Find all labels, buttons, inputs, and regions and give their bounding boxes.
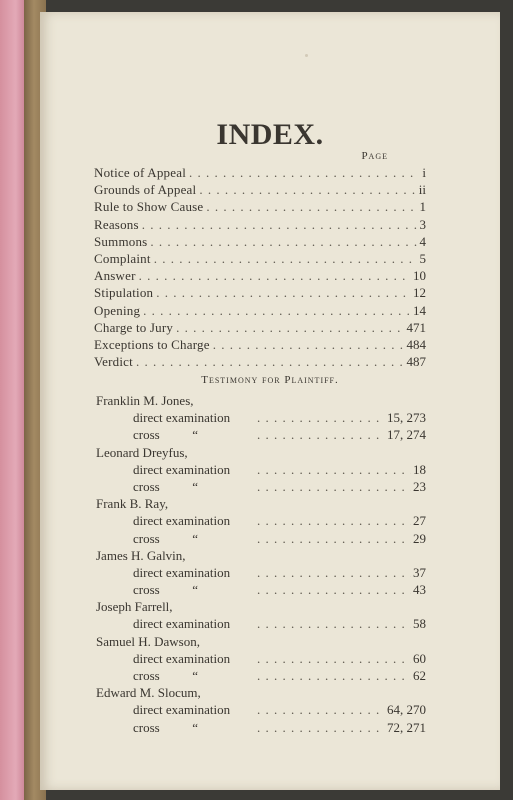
witness-name: Joseph Farrell, xyxy=(96,599,173,615)
examination-pages: 23 xyxy=(413,478,426,494)
examination-entry xyxy=(96,564,426,581)
witness-name: Samuel H. Dawson, xyxy=(96,633,200,649)
dot-leader xyxy=(206,198,416,215)
witness-name: Edward M. Slocum, xyxy=(96,685,201,701)
page-column-heading: Page xyxy=(361,150,388,162)
dot-leader xyxy=(257,409,385,426)
pink-book-edge xyxy=(0,0,26,800)
examination-label: direct examination xyxy=(133,702,231,718)
examination-label: direct examination xyxy=(133,564,231,580)
examination-pages: 62 xyxy=(413,668,426,683)
index-entry-page: i xyxy=(422,165,426,180)
index-entry-label: Exceptions to Charge xyxy=(94,336,210,352)
dot-leader xyxy=(136,353,404,370)
examination-label: cross “ xyxy=(133,719,198,735)
dot-leader xyxy=(257,701,385,718)
dot-leader xyxy=(150,233,416,250)
dot-leader xyxy=(213,336,404,353)
examination-pages: 43 xyxy=(413,582,426,598)
examination-entry xyxy=(96,650,426,667)
paper-spot xyxy=(305,54,308,57)
index-entry xyxy=(94,267,426,284)
examination-pages: 72, 271 xyxy=(387,719,426,735)
dot-leader xyxy=(189,164,419,181)
dot-leader xyxy=(257,530,411,547)
page-title: INDEX. xyxy=(216,118,324,151)
examination-entry xyxy=(96,512,426,529)
index-entry-label: Opening xyxy=(94,302,141,318)
dot-leader xyxy=(199,181,415,198)
examination-label: direct examination xyxy=(133,513,231,529)
examination-entry xyxy=(96,530,426,547)
index-entry xyxy=(94,233,426,250)
index-entry xyxy=(94,164,426,181)
testimony-heading: Testimony for Plaintiff. xyxy=(201,374,339,386)
index-entry-label: Summons xyxy=(94,233,148,249)
dot-leader xyxy=(257,719,385,736)
examination-label: cross “ xyxy=(133,530,198,546)
examination-label: cross “ xyxy=(133,582,198,598)
dot-leader xyxy=(257,650,411,667)
dot-leader xyxy=(257,615,411,632)
index-entry xyxy=(94,181,426,198)
index-entry-page: 1 xyxy=(419,199,426,215)
index-entry-label: Grounds of Appeal xyxy=(94,182,197,198)
dot-leader xyxy=(257,478,411,495)
examination-pages: 58 xyxy=(413,616,426,632)
index-entry xyxy=(94,353,426,370)
examination-pages: 17, 274 xyxy=(387,427,426,443)
index-entry-label: Reasons xyxy=(94,216,139,232)
examination-label: direct examination xyxy=(133,616,231,632)
index-entry xyxy=(94,284,426,301)
dot-leader xyxy=(139,267,410,284)
index-entry-page: 5 xyxy=(419,250,426,266)
index-entry-label: Charge to Jury xyxy=(94,319,174,335)
witness-name: Leonard Dreyfus, xyxy=(96,444,188,460)
examination-entry xyxy=(96,461,426,478)
testimony-list xyxy=(96,392,426,736)
examination-entry xyxy=(96,719,426,736)
dot-leader xyxy=(257,426,385,443)
dot-leader xyxy=(257,581,411,598)
dot-leader xyxy=(257,512,411,529)
index-entry xyxy=(94,302,426,319)
examination-pages: 18 xyxy=(413,461,426,477)
examination-label: cross “ xyxy=(133,427,198,443)
index-entry-page: 484 xyxy=(406,336,426,352)
examination-pages: 37 xyxy=(413,564,426,580)
examination-entry xyxy=(96,426,426,443)
index-entry-page: 10 xyxy=(413,268,426,284)
examination-pages: 27 xyxy=(413,513,426,529)
examination-entry xyxy=(96,581,426,598)
examination-pages: 64, 270 xyxy=(387,702,426,718)
examination-label: cross “ xyxy=(133,478,198,494)
dot-leader xyxy=(257,667,411,684)
examination-pages: 15, 273 xyxy=(387,410,426,426)
index-entry-page: 3 xyxy=(419,216,426,232)
index-entry-label: Rule to Show Cause xyxy=(94,199,204,215)
examination-label: direct examination xyxy=(133,410,231,426)
index-entries xyxy=(94,164,426,370)
examination-pages: 29 xyxy=(413,530,426,546)
index-entry xyxy=(94,336,426,353)
index-entry-page: 12 xyxy=(413,285,426,301)
dot-leader xyxy=(154,250,417,267)
dot-leader xyxy=(257,564,411,581)
examination-label: direct examination xyxy=(133,461,231,477)
dot-leader xyxy=(257,461,411,478)
index-entry-label: Notice of Appeal xyxy=(94,165,187,180)
dot-leader xyxy=(156,284,410,301)
examination-entry xyxy=(96,478,426,495)
witness-name: Frank B. Ray, xyxy=(96,496,169,512)
examination-entry xyxy=(96,409,426,426)
book-page xyxy=(40,12,500,790)
index-entry-page: 487 xyxy=(406,354,426,370)
witness-name: James H. Galvin, xyxy=(96,547,186,563)
index-entry-label: Verdict xyxy=(94,354,133,370)
dot-leader xyxy=(176,319,403,336)
examination-label: cross “ xyxy=(133,668,198,683)
index-entry xyxy=(94,250,426,267)
examination-entry xyxy=(96,615,426,632)
examination-entry xyxy=(96,667,426,684)
index-entry-label: Answer xyxy=(94,268,136,284)
index-entry-page: ii xyxy=(418,182,426,198)
examination-pages: 60 xyxy=(413,650,426,666)
index-entry-page: 4 xyxy=(419,233,426,249)
index-entry xyxy=(94,319,426,336)
index-entry-page: 471 xyxy=(406,319,426,335)
examination-label: direct examination xyxy=(133,650,231,666)
dot-leader xyxy=(142,216,417,233)
index-entry-page: 14 xyxy=(413,302,426,318)
index-entry-label: Stipulation xyxy=(94,285,154,301)
index-entry-label: Complaint xyxy=(94,250,151,266)
index-entry xyxy=(94,198,426,215)
dot-leader xyxy=(143,302,410,319)
examination-entry xyxy=(96,701,426,718)
index-entry xyxy=(94,216,426,233)
witness-name: Franklin M. Jones, xyxy=(96,393,194,408)
